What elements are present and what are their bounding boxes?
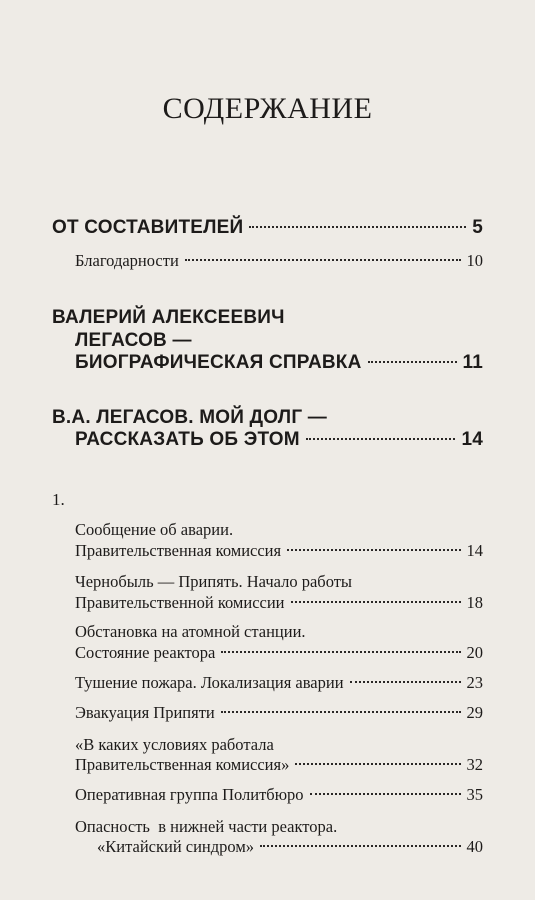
toc-page-number: 11 xyxy=(462,352,483,373)
toc-page-number: 40 xyxy=(466,837,483,856)
toc-page-number: 14 xyxy=(466,541,483,560)
toc-page-number: 29 xyxy=(466,703,483,722)
toc-entry-title: Состояние реактора xyxy=(75,643,216,662)
toc-entry-title: РАССКАЗАТЬ ОБ ЭТОМ xyxy=(75,429,300,450)
toc-entry-fire-fighting[interactable] xyxy=(75,673,483,693)
toc-entry-title: Правительственной комиссии xyxy=(75,593,285,612)
dot-leader xyxy=(310,793,461,795)
toc-entry-title: Оперативная группа Политбюро xyxy=(75,785,304,804)
toc-entry-accident-report[interactable] xyxy=(75,541,483,561)
toc-page-number: 5 xyxy=(472,217,483,238)
dot-leader xyxy=(291,601,461,603)
dot-leader xyxy=(350,681,461,683)
toc-entry-title: БИОГРАФИЧЕСКАЯ СПРАВКА xyxy=(75,352,362,373)
chapter-number: 1. xyxy=(52,490,65,509)
toc-page-number: 35 xyxy=(466,785,483,804)
toc-page-number: 14 xyxy=(461,429,483,450)
toc-entry-title: ОТ СОСТАВИТЕЛЕЙ xyxy=(52,217,244,238)
toc-entry-title: «Китайский синдром» xyxy=(97,837,255,856)
toc-page-number: 10 xyxy=(466,251,483,270)
dot-leader xyxy=(306,438,456,440)
toc-entry-title-line: Обстановка на атомной станции. xyxy=(75,622,306,641)
toc-entry-china-syndrome[interactable] xyxy=(97,837,483,857)
dot-leader xyxy=(295,763,460,765)
toc-page-number: 20 xyxy=(466,643,483,662)
dot-leader xyxy=(221,651,460,653)
toc-entry-title-line: Сообщение об аварии. xyxy=(75,520,234,539)
toc-entry-my-duty[interactable] xyxy=(75,429,483,451)
toc-entry-from-compilers[interactable] xyxy=(52,217,483,239)
toc-entry-title: Тушение пожара. Локализация аварии xyxy=(75,673,344,692)
toc-entry-chernobyl-pripyat[interactable] xyxy=(75,593,483,613)
toc-entry-title: Эвакуация Припяти xyxy=(75,703,215,722)
toc-entry-title-line: Опасность в нижней части реактора. xyxy=(75,817,338,836)
dot-leader xyxy=(287,549,460,551)
toc-entry-evacuation[interactable] xyxy=(75,703,483,723)
toc-entry-title: Правительственная комиссия» xyxy=(75,755,290,774)
toc-page-number: 18 xyxy=(466,593,483,612)
toc-page-number: 32 xyxy=(466,755,483,774)
dot-leader xyxy=(221,711,461,713)
toc-entry-biography[interactable] xyxy=(75,352,483,374)
page-title: СОДЕРЖАНИЕ xyxy=(162,92,373,125)
toc-entry-politburo-group[interactable] xyxy=(75,785,483,805)
toc-entry-title-line: В.А. ЛЕГАСОВ. МОЙ ДОЛГ — xyxy=(52,407,327,428)
toc-entry-commission-conditions[interactable] xyxy=(75,755,483,775)
dot-leader xyxy=(260,845,460,847)
toc-entry-title: Правительственная комиссия xyxy=(75,541,282,560)
toc-entry-station-situation[interactable] xyxy=(75,643,483,663)
toc-entry-title-line: «В каких условиях работала xyxy=(75,735,274,754)
dot-leader xyxy=(249,226,466,228)
dot-leader xyxy=(368,361,457,363)
toc-page-number: 23 xyxy=(466,673,483,692)
toc-entry-title: Благодарности xyxy=(75,251,179,270)
toc-entry-acknowledgements[interactable] xyxy=(75,251,483,271)
dot-leader xyxy=(185,259,461,261)
toc-entry-title-line: ВАЛЕРИЙ АЛЕКСЕЕВИЧ xyxy=(52,307,285,328)
toc-entry-title-line: Чернобыль — Припять. Начало работы xyxy=(75,572,353,591)
toc-entry-title-line: ЛЕГАСОВ — xyxy=(75,330,192,351)
